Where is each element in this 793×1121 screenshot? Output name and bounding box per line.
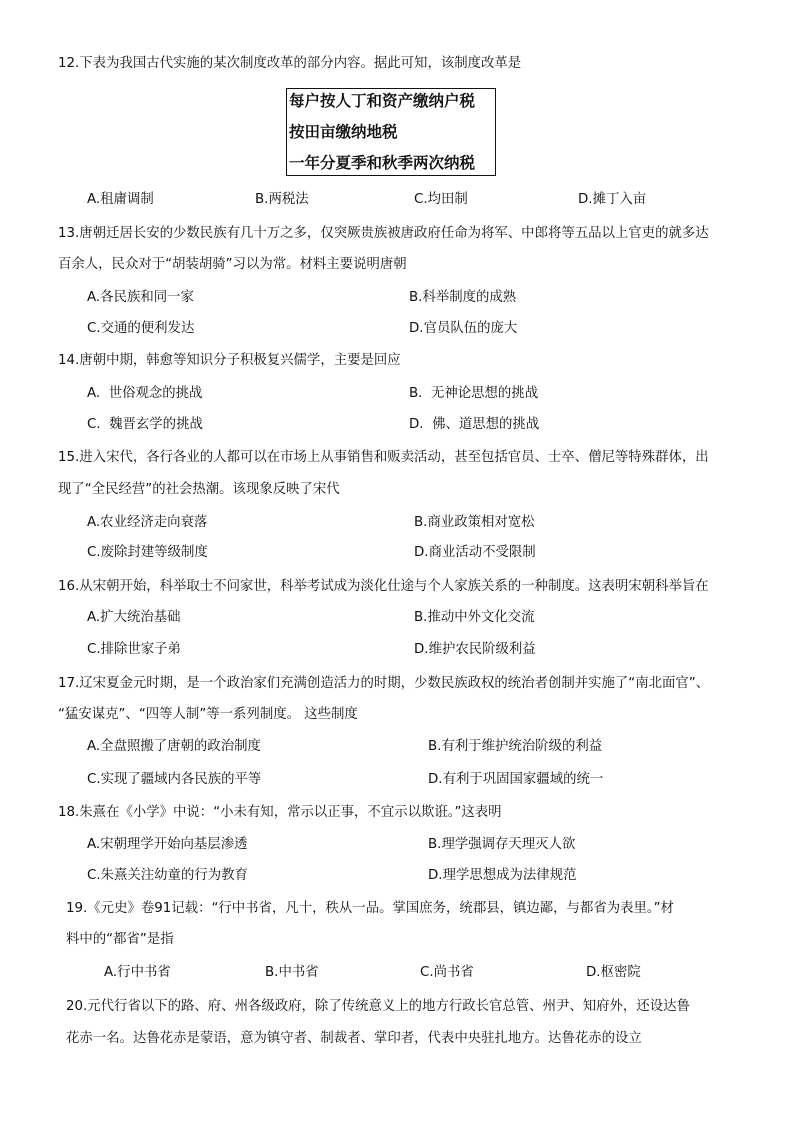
question-15-option-a[interactable]: A.农业经济走向衰落 xyxy=(87,515,208,530)
question-16-option-b[interactable]: B.推动中外文化交流 xyxy=(414,610,535,625)
question-12-option-b[interactable]: B.两税法 xyxy=(255,192,309,207)
question-20-stem-line-1: 20.元代行省以下的路、府、州各级政府，除了传统意义上的地方行政长官总管、州尹、知府外，还设达鲁 xyxy=(66,999,690,1014)
question-13-option-c[interactable]: C.交通的便利发达 xyxy=(87,321,195,336)
question-13-option-d[interactable]: D.官员队伍的庞大 xyxy=(409,321,518,336)
question-17-option-c[interactable]: C.实现了疆域内各民族的平等 xyxy=(87,772,262,787)
question-16-option-d[interactable]: D.维护农民阶级利益 xyxy=(414,642,536,657)
question-15-stem-line-2: 现了“全民经营”的社会热潮。该现象反映了宋代 xyxy=(58,482,340,497)
question-18-option-a[interactable]: A.宋朝理学开始向基层渗透 xyxy=(87,837,248,852)
question-18-option-d[interactable]: D.理学思想成为法律规范 xyxy=(428,868,577,883)
table-row: 按田亩缴纳地税 xyxy=(289,122,398,141)
reform-content-table xyxy=(286,88,496,176)
question-17-option-a[interactable]: A.全盘照搬了唐朝的政治制度 xyxy=(87,739,261,754)
question-16-option-a[interactable]: A.扩大统治基础 xyxy=(87,610,181,625)
question-14-stem: 14.唐朝中期，韩愈等知识分子积极复兴儒学，主要是回应 xyxy=(58,353,401,368)
question-18-option-b[interactable]: B.理学强调存天理灭人欲 xyxy=(428,837,576,852)
question-19-option-c[interactable]: C.尚书省 xyxy=(420,965,474,980)
question-19-option-a[interactable]: A.行中书省 xyxy=(104,965,171,980)
question-13-stem-line-1: 13.唐朝迁居长安的少数民族有几十万之多，仅突厥贵族被唐政府任命为将军、中郎将等五品以上官吏的就多达 xyxy=(58,226,709,241)
question-12-option-a[interactable]: A.租庸调制 xyxy=(87,192,154,207)
question-19-option-b[interactable]: B.中书省 xyxy=(265,965,319,980)
question-12-stem: 12.下表为我国古代实施的某次制度改革的部分内容。据此可知，该制度改革是 xyxy=(58,56,522,71)
question-13-option-a[interactable]: A.各民族和同一家 xyxy=(87,290,194,305)
question-14-option-a[interactable]: A. 世俗观念的挑战 xyxy=(87,386,203,401)
table-row: 一年分夏季和秋季两次纳税 xyxy=(289,153,476,172)
question-15-option-c[interactable]: C.废除封建等级制度 xyxy=(87,545,208,560)
question-12-option-d[interactable]: D.摊丁入亩 xyxy=(578,192,647,207)
question-19-stem-line-2: 料中的“都省”是指 xyxy=(66,932,174,947)
question-16-stem: 16.从宋朝开始，科举取士不问家世，科举考试成为淡化仕途与个人家族关系的一种制度。这表明宋朝科举旨在 xyxy=(58,579,709,594)
question-14-option-c[interactable]: C. 魏晋玄学的挑战 xyxy=(87,417,203,432)
question-12-option-c[interactable]: C.均田制 xyxy=(414,192,468,207)
question-13-stem-line-2: 百余人，民众对于“胡装胡骑”习以为常。材料主要说明唐朝 xyxy=(58,257,407,272)
table-row: 每户按人丁和资产缴纳户税 xyxy=(289,91,476,110)
question-15-option-d[interactable]: D.商业活动不受限制 xyxy=(414,545,536,560)
question-14-option-d[interactable]: D. 佛、道思想的挑战 xyxy=(409,417,540,432)
question-15-stem-line-1: 15.进入宋代，各行各业的人都可以在市场上从事销售和贩卖活动，甚至包括官员、士卒、僧尼等特殊群体，出 xyxy=(58,450,709,465)
question-19-stem-line-1: 19.《元史》卷91记载：“行中书省，凡十，秩从一品。掌国庶务，统郡县，镇边鄙，与都省为表里。”材 xyxy=(66,901,674,916)
question-18-stem: 18.朱熹在《小学》中说：“小未有知，常示以正事，不宜示以欺诳。”这表明 xyxy=(58,805,502,820)
question-17-option-b[interactable]: B.有利于维护统治阶级的利益 xyxy=(428,739,603,754)
question-14-option-b[interactable]: B. 无神论思想的挑战 xyxy=(409,386,539,401)
question-16-option-c[interactable]: C.排除世家子弟 xyxy=(87,642,181,657)
question-17-stem-line-2: “猛安谋克”、“四等人制”等一系列制度。 这些制度 xyxy=(58,707,358,722)
question-19-option-d[interactable]: D.枢密院 xyxy=(586,965,641,980)
question-20-stem-line-2: 花赤一名。达鲁花赤是蒙语，意为镇守者、制裁者、掌印者，代表中央驻扎地方。达鲁花赤的设立 xyxy=(66,1031,642,1046)
question-17-stem-line-1: 17.辽宋夏金元时期，是一个政治家们充满创造活力的时期，少数民族政权的统治者创制并实施了“南北面官”、 xyxy=(58,676,710,691)
question-15-option-b[interactable]: B.商业政策相对宽松 xyxy=(414,515,535,530)
question-17-option-d[interactable]: D.有利于巩固国家疆域的统一 xyxy=(428,772,604,787)
question-18-option-c[interactable]: C.朱熹关注幼童的行为教育 xyxy=(87,868,248,883)
question-13-option-b[interactable]: B.科举制度的成熟 xyxy=(409,290,517,305)
